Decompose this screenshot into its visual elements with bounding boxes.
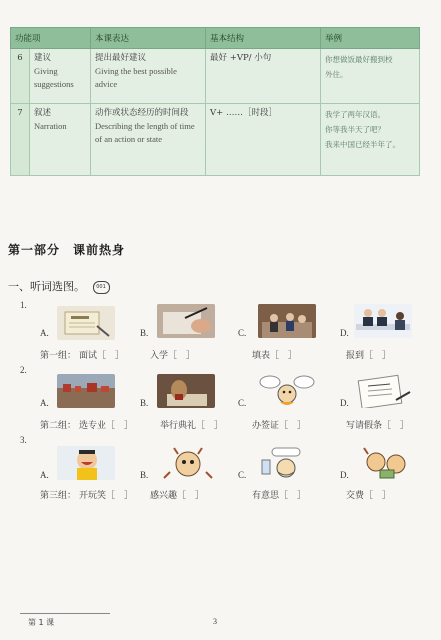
footer-divider	[20, 613, 110, 614]
header-example: 举例	[321, 28, 420, 49]
option-letter: C.	[238, 328, 247, 338]
group-number: 1.	[20, 300, 27, 310]
expression-cell	[91, 49, 206, 104]
picture-interesting-cartoon[interactable]	[256, 446, 314, 480]
function-en: Giving suggestions	[34, 66, 74, 89]
answer-slot[interactable]: 面试［ ］	[79, 351, 125, 361]
picture-filling-form[interactable]	[157, 304, 215, 338]
group-number: 3.	[20, 435, 27, 445]
answer-slot[interactable]: 填表［ ］	[252, 351, 298, 361]
section-title	[8, 278, 110, 294]
picture-interview[interactable]	[354, 304, 412, 338]
group-label: 第一组：	[40, 351, 77, 361]
table-row	[11, 49, 420, 104]
option-letter: D.	[340, 398, 349, 408]
row-number: 6	[11, 49, 30, 104]
option-letter: B.	[140, 398, 149, 408]
expression-cell	[91, 104, 206, 176]
answer-slot[interactable]: 交费［ ］	[346, 491, 392, 501]
expression-cn: 动作或状态经历的时间段	[95, 108, 189, 118]
picture-form-document[interactable]	[57, 306, 115, 340]
answer-slot[interactable]: 举行典礼［ ］	[160, 421, 224, 431]
answer-slot[interactable]: 感兴趣［ ］	[150, 491, 205, 501]
picture-visa-cartoon[interactable]	[258, 374, 316, 408]
picture-laughing-child[interactable]	[57, 446, 115, 480]
function-cn: 建议	[34, 53, 52, 63]
answer-slot[interactable]: 有意思［ ］	[252, 491, 307, 501]
option-letter: B.	[140, 470, 149, 480]
audio-track-icon[interactable]: 001	[93, 281, 110, 294]
example-line: 你想做饭最好搬到校	[325, 55, 393, 64]
header-function: 功能项	[11, 28, 91, 49]
answer-slot[interactable]: 写请假条［ ］	[346, 421, 410, 431]
example-line: 我学了两年汉语。	[325, 110, 385, 119]
section-title-text: 一、听词选图。	[8, 280, 85, 293]
answer-slot[interactable]: 办签证［ ］	[252, 421, 307, 431]
option-letter: A.	[40, 328, 49, 338]
option-letter: D.	[340, 470, 349, 480]
option-letter: C.	[238, 470, 247, 480]
answer-slot[interactable]: 报到［ ］	[346, 351, 392, 361]
example-line: 你等我半天了吧？	[325, 125, 385, 134]
option-letter: D.	[340, 328, 349, 338]
expression-cn: 提出最好建议	[95, 53, 147, 63]
option-letter: C.	[238, 398, 247, 408]
function-cell	[30, 104, 91, 176]
row-number: 7	[11, 104, 30, 176]
answer-slot[interactable]: 入学［ ］	[150, 351, 196, 361]
example-cell	[321, 49, 420, 104]
example-line: 外住。	[325, 70, 348, 79]
structure-cell: V+ ……［时段］	[206, 104, 321, 176]
example-cell	[321, 104, 420, 176]
expression-en: Describing the length of time of an action or state	[95, 121, 195, 144]
group-label: 第三组：	[40, 491, 77, 501]
picture-leave-note[interactable]	[356, 374, 414, 408]
function-en: Narration	[34, 121, 67, 131]
option-letter: B.	[140, 328, 149, 338]
picture-signing-seal[interactable]	[157, 374, 215, 408]
part-title: 第一部分 课前热身	[8, 243, 126, 257]
expression-en: Giving the best possible advice	[95, 66, 177, 89]
picture-campus-ceremony[interactable]	[57, 374, 115, 408]
example-line: 我来中国已经半年了。	[325, 140, 400, 149]
page-number: 3	[213, 617, 217, 626]
function-table	[10, 27, 420, 176]
picture-registration-desk[interactable]	[258, 304, 316, 338]
answer-slot[interactable]: 选专业［ ］	[79, 421, 134, 431]
table-header-row	[11, 28, 420, 49]
group-label: 第二组：	[40, 421, 77, 431]
picture-paying-fees[interactable]	[356, 446, 414, 480]
table-row	[11, 104, 420, 176]
group-number: 2.	[20, 365, 27, 375]
header-structure: 基本结构	[206, 28, 321, 49]
header-expression: 本课表达	[91, 28, 206, 49]
lesson-label: 第 1 课	[28, 618, 55, 627]
structure-cell: 最好 +VP/ 小句	[206, 49, 321, 104]
option-letter: A.	[40, 398, 49, 408]
option-letter: A.	[40, 470, 49, 480]
function-cn: 叙述	[34, 108, 52, 118]
answer-slot[interactable]: 开玩笑［ ］	[79, 491, 134, 501]
function-cell	[30, 49, 91, 104]
picture-curious-cartoon[interactable]	[160, 446, 218, 480]
